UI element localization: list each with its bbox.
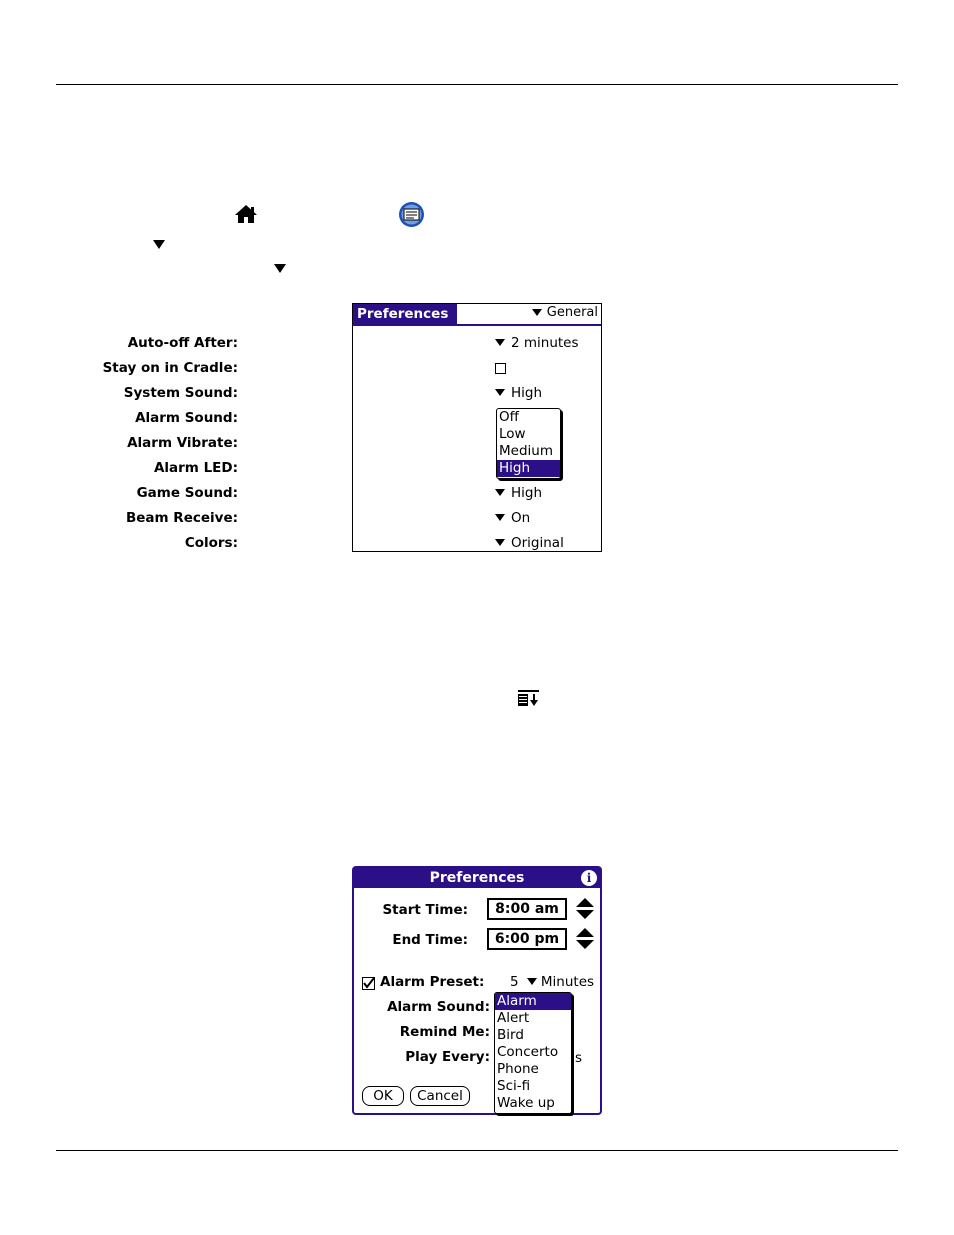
play-every-suffix: s [575,1050,583,1066]
popup-item-low[interactable]: Low [499,426,526,442]
system-sound-label: System Sound: [123,385,238,401]
colors-label: Colors: [184,535,238,551]
decrement-arrow-icon[interactable] [576,940,594,949]
dropdown-arrow-icon [495,489,505,496]
dialog-title-bar [354,868,600,888]
general-preferences-screen [102,303,602,552]
popup-item-sci-fi[interactable]: Sci-fi [497,1078,531,1094]
decrement-arrow-icon[interactable] [576,910,594,919]
auto-off-label: Auto-off After: [127,335,238,351]
colors-value: Original [511,535,564,551]
end-time-label: End Time: [392,932,468,948]
menu-icon [517,688,541,708]
ok-button[interactable]: OK [362,1086,404,1106]
prefs-app-icon [398,201,425,228]
system-sound-value: High [511,385,543,401]
preferences-tab: Preferences [353,304,457,324]
popup-item-phone[interactable]: Phone [497,1061,539,1077]
alarm-led-label: Alarm LED: [153,460,238,476]
dropdown-arrow-icon [527,978,537,985]
game-sound-label: Game Sound: [136,485,238,501]
auto-off-value: 2 minutes [511,335,579,351]
popup-item-high[interactable]: High [497,460,560,477]
start-time-spinner[interactable] [576,898,594,920]
popup-item-alarm[interactable]: Alarm [495,993,571,1010]
game-sound-picker[interactable] [495,484,542,502]
beam-receive-label: Beam Receive: [125,510,238,526]
popup-item-wake-up[interactable]: Wake up [497,1095,555,1111]
category-selector[interactable] [532,305,598,320]
pick-list-arrow-icon [274,258,286,277]
dropdown-arrow-icon [495,514,505,521]
popup-item-medium[interactable]: Medium [499,443,553,459]
alarm-preferences-dialog [352,866,602,1115]
increment-arrow-icon[interactable] [576,898,594,907]
pick-list-arrow-icon [153,234,165,253]
alarm-sound-popup-list [494,992,572,1114]
beam-receive-picker[interactable] [495,509,530,527]
alarm-vibrate-label: Alarm Vibrate: [127,435,238,451]
stay-on-cradle-label: Stay on in Cradle: [102,360,238,376]
alarm-sound-label: Alarm Sound: [387,999,490,1015]
end-time-spinner[interactable] [576,928,594,950]
dialog-title: Preferences [429,870,525,886]
popup-item-concerto[interactable]: Concerto [497,1044,559,1060]
popup-item-bird[interactable]: Bird [497,1027,524,1043]
popup-item-alert[interactable]: Alert [497,1010,530,1026]
game-sound-value: High [511,485,543,501]
dropdown-arrow-icon [495,389,505,396]
increment-arrow-icon[interactable] [576,928,594,937]
auto-off-picker[interactable] [495,334,579,352]
dropdown-arrow-icon [532,309,542,316]
alarm-preset-unit: Minutes [540,974,595,990]
info-icon[interactable]: i [581,870,597,886]
remind-me-label: Remind Me: [399,1024,490,1040]
alarm-preset-label: Alarm Preset: [380,974,485,990]
start-time-label: Start Time: [382,902,468,918]
alarm-preset-checkbox[interactable] [362,977,375,990]
alarm-sound-popup-list [496,408,561,479]
play-every-label: Play Every: [405,1049,490,1065]
alarm-preset-value: 5 [510,974,519,990]
header-rule [56,84,898,85]
footer-rule [56,1150,898,1151]
category-label: General [546,305,598,320]
alarm-preset-picker[interactable] [510,974,594,990]
home-icon [234,204,258,224]
dropdown-arrow-icon [495,539,505,546]
end-time-field[interactable]: 6:00 pm [487,928,567,950]
start-time-field[interactable]: 8:00 am [487,898,567,920]
stay-on-cradle-checkbox[interactable] [495,363,506,374]
cancel-button[interactable]: Cancel [410,1086,470,1106]
alarm-sound-label: Alarm Sound: [135,410,238,426]
system-sound-picker[interactable] [495,384,542,402]
popup-item-off[interactable]: Off [499,409,519,425]
beam-receive-value: On [511,510,531,526]
colors-picker[interactable] [495,534,564,552]
dropdown-arrow-icon [495,339,505,346]
title-underline [353,324,601,326]
